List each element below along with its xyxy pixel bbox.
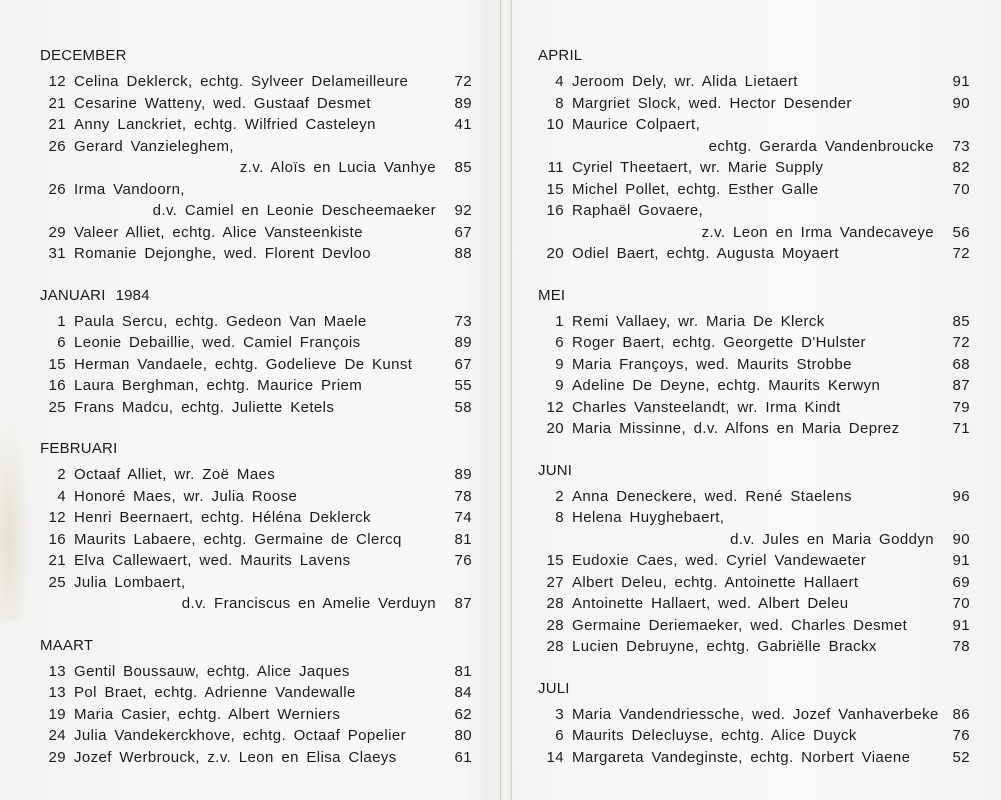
paper-stain (0, 420, 30, 620)
entry-name: Irma Vandoorn, (74, 180, 185, 198)
obituary-entry (538, 311, 970, 333)
month-section (538, 45, 970, 265)
entry-day: 20 (546, 245, 564, 262)
entry-day: 20 (546, 420, 564, 437)
month-heading (40, 285, 472, 307)
obituary-entry (538, 418, 970, 440)
entry-name: z.v. Aloïs en Lucia Vanhye (239, 159, 436, 176)
entry-age: 91 (952, 616, 970, 634)
entry-day: 29 (48, 748, 66, 766)
entry-day: 6 (57, 334, 66, 351)
entry-day: 12 (48, 509, 66, 526)
entry-name: Maria Vandendriessche, wed. Jozef Vanhaverbeke (572, 705, 939, 723)
entry-name: Anna Deneckere, wed. René Staelens (572, 487, 852, 505)
entry-name: Antoinette Hallaert, wed. Albert Deleu (572, 595, 849, 612)
entry-age: 67 (454, 355, 472, 373)
section-gap (40, 265, 472, 285)
obituary-entry (538, 615, 970, 637)
entry-day: 9 (555, 355, 564, 373)
section-gap (538, 658, 970, 678)
month-name: MAART (40, 636, 94, 654)
obituary-entry (40, 375, 472, 397)
month-name: MEI (538, 286, 566, 304)
obituary-entry (538, 593, 970, 615)
obituary-entry (538, 747, 970, 769)
entry-day: 15 (48, 355, 66, 373)
obituary-entry (40, 332, 472, 354)
entry-age: 88 (454, 245, 472, 262)
entry-age: 89 (454, 94, 472, 112)
obituary-entry (538, 354, 970, 376)
entry-continuation (538, 222, 970, 244)
entry-name: Herman Vandaele, echtg. Godelieve De Kunst (74, 355, 413, 373)
entry-day: 4 (57, 487, 66, 505)
entry-day: 12 (48, 73, 66, 90)
obituary-entry (538, 397, 970, 419)
month-name: APRIL (538, 47, 583, 64)
entry-name: Julia Lombaert, (74, 573, 186, 591)
entry-day: 12 (546, 398, 564, 416)
entry-age: 91 (952, 73, 970, 90)
entry-name: Henri Beernaert, echtg. Héléna Deklerck (74, 509, 371, 526)
entry-name: echtg. Gerarda Vandenbroucke (708, 137, 934, 155)
obituary-entry (40, 704, 472, 726)
entry-day: 21 (48, 552, 66, 569)
obituary-entry (40, 397, 472, 419)
entry-name: Gentil Boussauw, echtg. Alice Jaques (74, 662, 350, 680)
left-page (40, 45, 472, 768)
obituary-entry (538, 725, 970, 747)
entry-age: 78 (952, 638, 970, 655)
month-heading (40, 438, 472, 460)
entry-day: 1 (555, 312, 564, 330)
entry-day: 25 (48, 573, 66, 591)
month-section (538, 285, 970, 440)
entry-name: Raphaël Govaere, (572, 202, 704, 219)
entry-day: 4 (555, 73, 564, 90)
obituary-entry (40, 179, 472, 201)
right-page (538, 45, 970, 768)
entry-day: 16 (48, 377, 66, 394)
obituary-entry (40, 661, 472, 683)
entry-name: Cesarine Watteny, wed. Gustaaf Desmet (74, 94, 371, 112)
entry-day: 6 (555, 727, 564, 744)
entry-age: 69 (952, 573, 970, 591)
entry-day: 8 (555, 94, 564, 112)
entry-age: 72 (454, 73, 472, 90)
obituary-entry (538, 200, 970, 222)
obituary-entry (40, 486, 472, 508)
entry-name: Anny Lanckriet, echtg. Wilfried Casteleyn (74, 116, 376, 133)
obituary-entry (538, 486, 970, 508)
obituary-entry (538, 572, 970, 594)
entry-age: 55 (454, 377, 472, 394)
entry-name: Maria Missinne, d.v. Alfons en Maria Deprez (572, 420, 900, 437)
entry-name: d.v. Camiel en Leonie Descheemaeker (152, 202, 436, 219)
section-gap (40, 615, 472, 635)
entry-age: 79 (952, 398, 970, 416)
entry-age: 73 (454, 312, 472, 330)
entry-age: 62 (454, 705, 472, 723)
entry-age: 90 (952, 94, 970, 112)
entry-day: 10 (546, 116, 564, 133)
entry-age: 52 (952, 748, 970, 766)
month-heading (538, 285, 970, 307)
entry-age: 89 (454, 334, 472, 351)
entry-name: Jeroom Dely, wr. Alida Lietaert (572, 73, 798, 90)
obituary-entry (538, 243, 970, 265)
month-name: JUNI (538, 461, 573, 479)
obituary-entry (40, 572, 472, 594)
obituary-entry (538, 93, 970, 115)
entry-day: 28 (546, 616, 564, 634)
entry-day: 2 (57, 466, 66, 483)
entry-name: Octaaf Alliet, wr. Zoë Maes (74, 466, 276, 483)
entry-age: 76 (454, 552, 472, 569)
entry-age: 90 (952, 530, 970, 548)
entry-age: 68 (952, 355, 970, 373)
entry-name: Lucien Debruyne, echtg. Gabriëlle Brackx (572, 638, 877, 655)
entry-age: 41 (454, 116, 472, 133)
entry-age: 81 (454, 662, 472, 680)
entry-day: 13 (48, 684, 66, 701)
month-name: JANUARI (40, 286, 106, 304)
entry-name: Jozef Werbrouck, z.v. Leon en Elisa Claeys (74, 748, 397, 766)
entry-name: Honoré Maes, wr. Julia Roose (74, 487, 298, 505)
section-gap (40, 418, 472, 438)
entry-name: Laura Berghman, echtg. Maurice Priem (74, 377, 363, 394)
entry-age: 56 (952, 223, 970, 241)
entry-day: 29 (48, 223, 66, 241)
entry-day: 16 (546, 202, 564, 219)
month-heading (538, 678, 970, 700)
month-section (538, 678, 970, 769)
obituary-entry (538, 71, 970, 93)
entry-name: Valeer Alliet, echtg. Alice Vansteenkiste (74, 223, 363, 241)
obituary-entry (538, 636, 970, 658)
entry-name: Paula Sercu, echtg. Gedeon Van Maele (74, 312, 367, 330)
month-heading (40, 45, 472, 67)
entry-continuation (538, 529, 970, 551)
entry-name: Julia Vandekerckhove, echtg. Octaaf Popelier (74, 727, 406, 744)
obituary-entry (40, 71, 472, 93)
entry-day: 31 (48, 245, 66, 262)
obituary-entry (538, 704, 970, 726)
obituary-entry (40, 550, 472, 572)
entry-continuation (40, 200, 472, 222)
obituary-entry (538, 375, 970, 397)
entry-name: Germaine Deriemaeker, wed. Charles Desmet (572, 616, 908, 634)
entry-name: Roger Baert, echtg. Georgette D'Hulster (572, 334, 866, 351)
entry-day: 1 (57, 312, 66, 330)
entry-day: 28 (546, 638, 564, 655)
entry-day: 26 (48, 180, 66, 198)
obituary-entry (538, 114, 970, 136)
entry-age: 96 (952, 487, 970, 505)
obituary-entry (40, 114, 472, 136)
center-fold (500, 0, 512, 800)
entry-age: 72 (952, 245, 970, 262)
entry-name: Elva Callewaert, wed. Maurits Lavens (74, 552, 351, 569)
entry-day: 21 (48, 94, 66, 112)
entry-name: Maria Casier, echtg. Albert Werniers (74, 705, 341, 723)
entry-age: 76 (952, 727, 970, 744)
entry-day: 3 (555, 705, 564, 723)
entry-name: Cyriel Theetaert, wr. Marie Supply (572, 159, 824, 176)
obituary-entry (538, 332, 970, 354)
entry-name: Eudoxie Caes, wed. Cyriel Vandewaeter (572, 552, 867, 569)
entry-name: Michel Pollet, echtg. Esther Galle (572, 180, 819, 198)
entry-day: 15 (546, 552, 564, 569)
entry-age: 61 (454, 748, 472, 766)
obituary-entry (40, 311, 472, 333)
entry-age: 70 (952, 180, 970, 198)
entry-age: 71 (952, 420, 970, 437)
entry-name: Margareta Vandeginste, echtg. Norbert Viaene (572, 748, 911, 766)
entry-name: Remi Vallaey, wr. Maria De Klerck (572, 312, 825, 330)
entry-age: 81 (454, 530, 472, 548)
month-heading (538, 45, 970, 67)
month-heading (538, 460, 970, 482)
month-section (40, 635, 472, 769)
entry-name: Adeline De Deyne, echtg. Maurits Kerwyn (572, 377, 881, 394)
section-gap (538, 440, 970, 460)
entry-name: Maurits Labaere, echtg. Germaine de Clercq (74, 530, 402, 548)
month-section (538, 460, 970, 658)
entry-name: d.v. Jules en Maria Goddyn (730, 530, 934, 548)
entry-day: 19 (48, 705, 66, 723)
obituary-entry (538, 157, 970, 179)
entry-name: z.v. Leon en Irma Vandecaveye (701, 223, 934, 241)
entry-day: 13 (48, 662, 66, 680)
obituary-entry (40, 725, 472, 747)
obituary-entry (538, 550, 970, 572)
entry-name: d.v. Franciscus en Amelie Verduyn (181, 595, 436, 612)
entry-day: 28 (546, 595, 564, 612)
entry-day: 14 (546, 748, 564, 766)
entry-name: Albert Deleu, echtg. Antoinette Hallaert (572, 573, 859, 591)
entry-name: Margriet Slock, wed. Hector Desender (572, 94, 852, 112)
entry-age: 85 (454, 159, 472, 176)
entry-age: 72 (952, 334, 970, 351)
entry-name: Celina Deklerck, echtg. Sylveer Delameilleure (74, 73, 409, 90)
obituary-entry (40, 682, 472, 704)
section-gap (538, 265, 970, 285)
entry-name: Frans Madcu, echtg. Juliette Ketels (74, 398, 335, 416)
entry-age: 74 (454, 509, 472, 526)
entry-name: Romanie Dejonghe, wed. Florent Devloo (74, 245, 371, 262)
obituary-entry (40, 529, 472, 551)
entry-age: 80 (454, 727, 472, 744)
month-section (40, 285, 472, 419)
obituary-entry (40, 136, 472, 158)
month-section (40, 45, 472, 265)
obituary-entry (40, 93, 472, 115)
obituary-entry (40, 243, 472, 265)
entry-day: 24 (48, 727, 66, 744)
entry-day: 25 (48, 398, 66, 416)
entry-age: 67 (454, 223, 472, 241)
entry-age: 84 (454, 684, 472, 701)
entry-name: Odiel Baert, echtg. Augusta Moyaert (572, 245, 839, 262)
obituary-entry (40, 747, 472, 769)
entry-continuation (40, 593, 472, 615)
entry-day: 15 (546, 180, 564, 198)
entry-age: 89 (454, 466, 472, 483)
obituary-entry (40, 354, 472, 376)
entry-name: Gerard Vanzieleghem, (74, 137, 234, 155)
entry-day: 27 (546, 573, 564, 591)
obituary-entry (538, 179, 970, 201)
entry-age: 86 (952, 705, 970, 723)
entry-day: 9 (555, 377, 564, 394)
entry-continuation (40, 157, 472, 179)
entry-age: 91 (952, 552, 970, 569)
entry-day: 26 (48, 137, 66, 155)
entry-age: 58 (454, 398, 472, 416)
entry-day: 16 (48, 530, 66, 548)
month-name: JULI (538, 679, 570, 697)
entry-day: 2 (555, 487, 564, 505)
entry-name: Helena Huyghebaert, (572, 509, 725, 526)
entry-age: 73 (952, 137, 970, 155)
entry-age: 87 (454, 595, 472, 612)
month-year: 1984 (115, 286, 150, 304)
entry-name: Pol Braet, echtg. Adrienne Vandewalle (74, 684, 356, 701)
entry-age: 70 (952, 595, 970, 612)
entry-age: 85 (952, 312, 970, 330)
entry-name: Maurits Delecluyse, echtg. Alice Duyck (572, 727, 857, 744)
entry-day: 21 (48, 116, 66, 133)
entry-day: 11 (547, 159, 564, 176)
entry-age: 78 (454, 487, 472, 505)
month-heading (40, 635, 472, 657)
entry-day: 6 (555, 334, 564, 351)
entry-age: 82 (952, 159, 970, 176)
entry-age: 87 (952, 377, 970, 394)
month-name: FEBRUARI (40, 440, 118, 457)
entry-continuation (538, 136, 970, 158)
entry-name: Maurice Colpaert, (572, 116, 701, 133)
entry-age: 92 (454, 202, 472, 219)
entry-name: Maria Françoys, wed. Maurits Strobbe (572, 355, 852, 373)
obituary-entry (40, 464, 472, 486)
entry-name: Charles Vansteelandt, wr. Irma Kindt (572, 398, 841, 416)
month-section (40, 438, 472, 615)
entry-name: Leonie Debaillie, wed. Camiel François (74, 334, 361, 351)
obituary-entry (40, 222, 472, 244)
entry-day: 8 (555, 509, 564, 526)
obituary-entry (40, 507, 472, 529)
month-name: DECEMBER (40, 47, 127, 64)
obituary-entry (538, 507, 970, 529)
